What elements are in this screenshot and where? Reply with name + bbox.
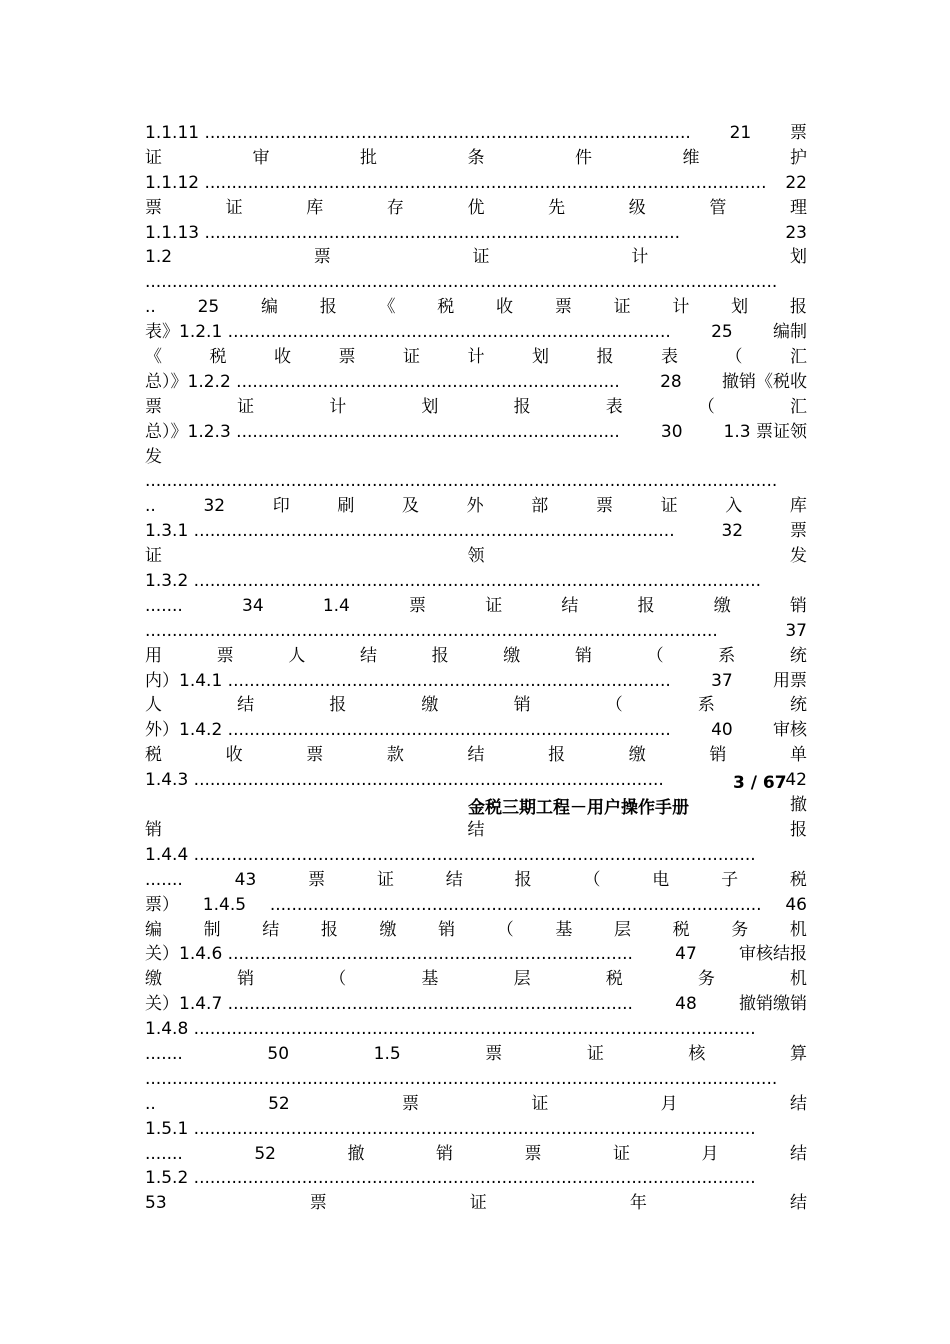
toc-fragment: 税 [605, 969, 623, 990]
toc-fragment: 总）》1.2.3 ....................................................................... [145, 421, 620, 442]
toc-line [145, 445, 807, 470]
toc-fragment: ..................................................................................................................... [145, 1068, 778, 1089]
toc-fragment: 务 [697, 969, 715, 990]
toc-line [145, 893, 807, 918]
toc-line [145, 818, 807, 843]
toc-fragment: 53 [145, 1193, 167, 1214]
toc-fragment: 表 [605, 396, 623, 417]
toc-fragment: 维 [682, 147, 700, 168]
toc-line [145, 718, 807, 743]
toc-fragment: 电 [652, 869, 670, 890]
toc-fragment: 缴 [503, 645, 521, 666]
toc-line [145, 245, 807, 270]
toc-fragment: （ [496, 919, 514, 940]
toc-fragment: 结 [789, 1093, 807, 1114]
toc-fragment: 结 [561, 595, 579, 616]
toc-fragment: 外 [466, 496, 484, 517]
toc-fragment: 销 [435, 1143, 453, 1164]
table-of-contents [145, 121, 807, 1216]
toc-fragment: 收 [225, 745, 243, 766]
toc-fragment: 划 [731, 297, 749, 318]
toc-fragment: 缴 [628, 745, 646, 766]
toc-fragment: 层 [614, 919, 631, 940]
toc-line [145, 967, 807, 992]
toc-fragment: 机 [789, 919, 807, 940]
toc-fragment: 撤销《税收 [721, 371, 807, 392]
toc-line [145, 146, 807, 171]
toc-line [145, 1117, 807, 1142]
toc-fragment: 结 [237, 695, 255, 716]
toc-fragment: 护 [790, 147, 807, 168]
toc-fragment: 税 [789, 869, 807, 890]
toc-fragment: ....... [145, 595, 183, 616]
toc-fragment: 报 [431, 645, 449, 666]
toc-fragment: 32 [721, 521, 744, 542]
toc-fragment: 表》1.2.1 .................................................................................. [145, 322, 671, 343]
toc-line [145, 370, 807, 395]
toc-fragment: 发 [145, 446, 162, 467]
toc-fragment: 审核 [772, 720, 807, 741]
toc-fragment: 结 [359, 645, 377, 666]
toc-fragment: 收 [496, 297, 514, 318]
toc-fragment: 1.5.2 ........................................................................................................ [145, 1168, 756, 1189]
toc-fragment: 22 [785, 172, 807, 193]
toc-line [145, 544, 807, 569]
toc-fragment: 款 [386, 745, 404, 766]
toc-fragment: 票 [524, 1143, 542, 1164]
toc-fragment: 1.3 票证领 [723, 421, 807, 442]
toc-line [145, 644, 807, 669]
toc-fragment: 52 [254, 1143, 276, 1164]
toc-line [145, 594, 807, 619]
toc-fragment: 票 [306, 745, 324, 766]
toc-fragment: 1.5 [373, 1043, 401, 1064]
toc-fragment: 条 [467, 147, 485, 168]
toc-fragment: 47 [675, 944, 697, 965]
toc-fragment: .. [145, 496, 156, 517]
running-header-title: 金税三期工程－用户操作手册 [468, 798, 689, 818]
toc-fragment: 证 [145, 147, 162, 168]
toc-line [145, 843, 807, 868]
toc-line [145, 345, 807, 370]
toc-fragment: 32 [203, 496, 226, 517]
toc-fragment: 报 [320, 919, 338, 940]
toc-fragment: 缴 [713, 595, 731, 616]
toc-fragment: 1.3.1 ......................................................................................... [145, 521, 675, 542]
toc-fragment: 制 [203, 919, 221, 940]
toc-fragment: 撤销缴销 [739, 994, 807, 1015]
toc-fragment: 审 [252, 147, 270, 168]
toc-fragment: 票 [309, 1193, 327, 1214]
toc-fragment: 34 [242, 595, 264, 616]
toc-fragment: 发 [790, 546, 807, 567]
toc-fragment: 证 [660, 496, 678, 517]
toc-fragment: 人 [145, 695, 162, 716]
toc-fragment: 销 [574, 645, 592, 666]
toc-line [145, 868, 807, 893]
toc-line [145, 942, 807, 967]
toc-line [145, 320, 807, 345]
toc-fragment: 52 [268, 1093, 290, 1114]
toc-fragment: 48 [675, 994, 697, 1015]
toc-fragment: 证 [586, 1043, 604, 1064]
toc-fragment: 库 [306, 197, 324, 218]
toc-line [145, 395, 807, 420]
toc-fragment: 结 [467, 745, 485, 766]
toc-fragment: 23 [785, 222, 807, 243]
toc-fragment: 证 [403, 347, 420, 368]
toc-fragment: （ [605, 695, 623, 716]
toc-fragment: 票 [145, 197, 162, 218]
toc-fragment: 1.2 [145, 247, 173, 268]
toc-fragment: 计 [672, 297, 690, 318]
toc-fragment: 销 [789, 595, 807, 616]
toc-fragment: 30 [660, 421, 683, 442]
toc-fragment: 46 [785, 894, 807, 915]
toc-fragment: 缴 [145, 969, 162, 990]
toc-fragment: 40 [711, 720, 733, 741]
toc-fragment: 证 [485, 595, 503, 616]
toc-fragment: 28 [660, 371, 682, 392]
toc-fragment: 税 [209, 347, 227, 368]
toc-fragment: 25 [711, 322, 733, 343]
toc-fragment: 证 [225, 197, 243, 218]
toc-fragment: 销 [237, 969, 255, 990]
toc-line [145, 1191, 807, 1216]
toc-fragment: 计 [631, 247, 649, 268]
toc-line [145, 420, 807, 445]
toc-fragment: 25 [197, 297, 220, 318]
toc-fragment: 及 [402, 496, 420, 517]
toc-line [145, 221, 807, 246]
toc-fragment: 库 [789, 496, 807, 517]
toc-line [145, 1166, 807, 1191]
toc-fragment: 21 [729, 123, 752, 143]
toc-fragment: 证 [145, 546, 162, 567]
toc-line [145, 519, 807, 544]
toc-fragment: 批 [360, 147, 377, 168]
toc-fragment: 外）1.4.2 .................................................................................. [145, 720, 671, 741]
toc-fragment: 级 [628, 197, 646, 218]
toc-line [145, 1067, 807, 1092]
toc-fragment: ....... [145, 1143, 183, 1164]
toc-fragment: 《 [378, 297, 396, 318]
toc-fragment: 票 [216, 645, 234, 666]
toc-fragment: 销 [709, 745, 727, 766]
toc-fragment: 结 [262, 919, 280, 940]
toc-fragment: 基 [421, 969, 439, 990]
toc-line [145, 196, 807, 221]
toc-fragment: 划 [789, 247, 807, 268]
toc-fragment: 刷 [337, 496, 355, 517]
toc-fragment: 理 [790, 197, 807, 218]
toc-fragment: 票 [145, 396, 162, 417]
toc-line [145, 569, 807, 594]
toc-fragment: 管 [709, 197, 727, 218]
toc-fragment: 领 [467, 546, 485, 567]
toc-fragment: 票 [790, 521, 807, 542]
toc-fragment: 37 [785, 620, 807, 641]
toc-fragment: 入 [725, 496, 743, 517]
toc-line [145, 992, 807, 1017]
toc-fragment: 结 [789, 1193, 807, 1214]
toc-fragment: 1.5.1 ........................................................................................................ [145, 1118, 756, 1139]
toc-fragment: 机 [789, 969, 807, 990]
toc-line [145, 1017, 807, 1042]
toc-fragment: 印 [272, 496, 290, 517]
toc-fragment: 核 [688, 1043, 706, 1064]
toc-fragment: 月 [701, 1143, 719, 1164]
toc-fragment: 1.1.13 ........................................................................................ [145, 222, 681, 243]
toc-line [145, 270, 807, 295]
toc-fragment: .. [145, 297, 156, 318]
toc-fragment: 编 [145, 919, 162, 940]
toc-line [145, 693, 807, 718]
toc-fragment: 报 [548, 745, 566, 766]
toc-fragment: 报 [319, 297, 337, 318]
toc-fragment: ....... [145, 869, 183, 890]
toc-line [145, 1092, 807, 1117]
toc-fragment: （ [697, 396, 715, 417]
toc-fragment: 报 [790, 819, 807, 840]
toc-fragment: 单 [790, 745, 807, 766]
toc-fragment: 子 [721, 869, 739, 890]
toc-line [145, 918, 807, 943]
toc-fragment: 算 [789, 1043, 807, 1064]
toc-fragment: 关）1.4.6 ........................................................................... [145, 944, 633, 965]
toc-fragment: .......................................................................................................... [145, 620, 718, 641]
toc-fragment: 销 [438, 919, 456, 940]
toc-fragment: 缴 [421, 695, 439, 716]
toc-fragment: 结 [445, 869, 463, 890]
toc-fragment: 1.4.4 ........................................................................................................ [145, 844, 756, 865]
toc-fragment: （ [329, 969, 347, 990]
toc-fragment: 系 [718, 645, 736, 666]
toc-fragment: .. [145, 1093, 156, 1114]
toc-fragment: （ [583, 869, 601, 890]
toc-fragment: 证 [469, 1193, 487, 1214]
toc-fragment: 撤 [790, 795, 807, 816]
toc-fragment: 人 [288, 645, 306, 666]
toc-fragment: 票 [485, 1043, 503, 1064]
toc-fragment: 1.3.2 ......................................................................................................... [145, 571, 762, 592]
toc-fragment: 票） [145, 894, 179, 915]
toc-fragment: 票 [595, 496, 613, 517]
toc-fragment: 部 [531, 496, 549, 517]
toc-line [145, 743, 807, 768]
toc-fragment: 收 [274, 347, 291, 368]
toc-fragment: 编制 [772, 322, 807, 343]
toc-fragment: 票 [402, 1093, 420, 1114]
toc-fragment: 37 [711, 670, 733, 691]
toc-fragment: ..................................................................................................................... [145, 471, 778, 492]
toc-fragment: 1.4.3 ....................................................................................... [145, 770, 664, 791]
toc-fragment: 票 [790, 123, 807, 143]
toc-fragment: 总）》1.2.2 ....................................................................... [145, 371, 620, 392]
toc-fragment: 《 [145, 347, 162, 368]
toc-line [145, 494, 807, 519]
toc-line [145, 1142, 807, 1167]
toc-fragment: 缴 [379, 919, 397, 940]
toc-fragment: 关）1.4.7 ........................................................................... [145, 994, 633, 1015]
toc-fragment: 层 [513, 969, 531, 990]
toc-fragment: 划 [532, 347, 549, 368]
toc-line [145, 469, 807, 494]
toc-fragment: 结 [789, 1143, 807, 1164]
toc-fragment: 报 [513, 396, 531, 417]
toc-fragment: 先 [548, 197, 566, 218]
toc-fragment: 票 [313, 247, 331, 268]
toc-fragment: 税 [145, 745, 162, 766]
toc-fragment: 撤 [347, 1143, 365, 1164]
toc-fragment: 报 [637, 595, 655, 616]
toc-fragment: 税 [437, 297, 455, 318]
toc-line [145, 171, 807, 196]
toc-fragment: 1.4.5 [202, 894, 247, 915]
toc-fragment: 汇 [790, 347, 807, 368]
toc-fragment: 内）1.4.1 .................................................................................. [145, 670, 671, 691]
toc-fragment: 月 [660, 1093, 678, 1114]
toc-fragment: 结 [467, 819, 485, 840]
toc-fragment: 划 [421, 396, 439, 417]
toc-fragment: 票 [554, 297, 572, 318]
toc-fragment: 务 [731, 919, 749, 940]
toc-fragment: 43 [234, 869, 257, 890]
toc-fragment: ....... [145, 1043, 183, 1064]
toc-line [145, 121, 807, 146]
toc-fragment: 票 [308, 869, 326, 890]
toc-fragment: ........................................................................................... [269, 894, 762, 915]
toc-fragment: 计 [329, 396, 347, 417]
toc-fragment: 计 [467, 347, 485, 368]
toc-fragment: 报 [789, 297, 807, 318]
toc-fragment: 销 [513, 695, 531, 716]
toc-fragment: 证 [531, 1093, 549, 1114]
toc-fragment: 证 [472, 247, 490, 268]
toc-fragment: 审核结报 [739, 944, 807, 965]
toc-fragment: 票 [409, 595, 427, 616]
toc-fragment: 系 [697, 695, 715, 716]
toc-fragment: 优 [467, 197, 485, 218]
toc-fragment: 证 [613, 297, 631, 318]
toc-fragment: 50 [267, 1043, 290, 1064]
toc-fragment: 证 [376, 869, 394, 890]
page-number: 3 / 67 [733, 773, 787, 793]
toc-fragment: 存 [386, 197, 404, 218]
toc-line [145, 768, 807, 793]
toc-fragment: ..................................................................................................................... [145, 272, 778, 293]
toc-fragment: 销 [145, 819, 162, 840]
toc-fragment: 汇 [789, 396, 807, 417]
toc-fragment: 表 [661, 347, 678, 368]
toc-fragment: 报 [514, 869, 532, 890]
toc-line [145, 669, 807, 694]
toc-fragment: （ [725, 347, 743, 368]
toc-fragment: 用票 [772, 670, 807, 691]
toc-fragment: 1.4.8 ........................................................................................................ [145, 1019, 756, 1040]
toc-fragment: 证 [237, 396, 255, 417]
toc-fragment: 统 [789, 645, 807, 666]
toc-fragment: 统 [789, 695, 807, 716]
toc-fragment: 证 [612, 1143, 630, 1164]
toc-line [145, 619, 807, 644]
toc-fragment: 1.1.12 ........................................................................................................ [145, 172, 767, 193]
toc-fragment: 1.4 [322, 595, 350, 616]
toc-fragment: 42 [785, 770, 807, 791]
toc-line [145, 1042, 807, 1067]
toc-fragment: 票 [338, 347, 356, 368]
toc-fragment: 年 [629, 1193, 647, 1214]
toc-fragment: （ [646, 645, 664, 666]
toc-fragment: 基 [555, 919, 573, 940]
toc-fragment: 报 [329, 695, 347, 716]
toc-fragment: 税 [672, 919, 690, 940]
toc-fragment: 报 [596, 347, 614, 368]
toc-fragment: 1.1.11 .......................................................................................... [145, 123, 691, 143]
toc-line [145, 295, 807, 320]
toc-fragment: 件 [575, 147, 592, 168]
toc-fragment: 用 [145, 645, 162, 666]
toc-fragment: 编 [260, 297, 278, 318]
